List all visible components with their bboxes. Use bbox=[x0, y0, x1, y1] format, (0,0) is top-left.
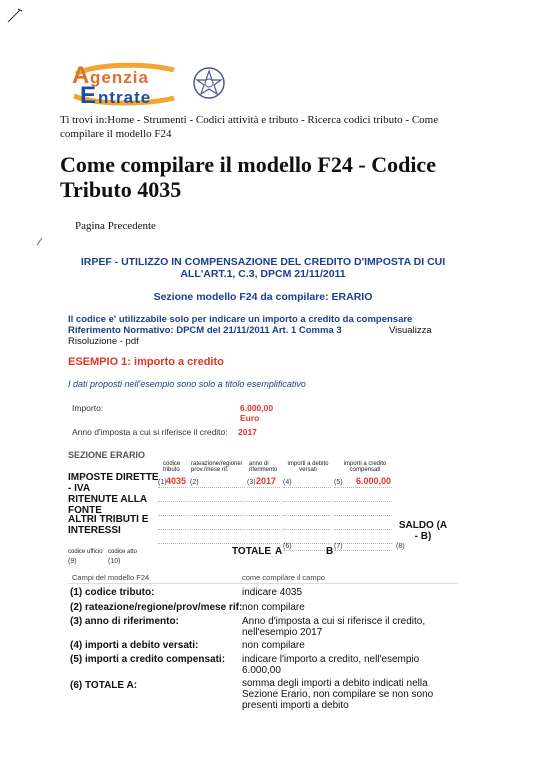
risoluzione-pdf-link[interactable]: Risoluzione - pdf bbox=[68, 336, 139, 347]
legend-header-rule bbox=[68, 583, 458, 584]
saldo-label: SALDO (A - B) bbox=[398, 520, 448, 542]
field-line-r3-anno bbox=[247, 502, 280, 516]
field-line-codice bbox=[158, 474, 188, 488]
field-line-r4-codice bbox=[158, 516, 188, 530]
anno-value: 2017 bbox=[238, 427, 257, 437]
field-number-8: (8) bbox=[396, 543, 405, 550]
field-line-r4-anno bbox=[247, 516, 280, 530]
codice-atto-label: codice atto bbox=[108, 549, 138, 555]
section-subtitle: Sezione modello F24 da compilare: ERARIO bbox=[153, 291, 373, 303]
legend-header-left: Campi del modello F24 bbox=[72, 573, 150, 582]
republic-emblem-icon bbox=[192, 66, 226, 100]
codice-ufficio-label: codice ufficio bbox=[68, 549, 103, 555]
importo-label: Importo: bbox=[72, 403, 104, 413]
visualizza-link[interactable]: Visualizza bbox=[389, 325, 432, 336]
logo-letter-e: E bbox=[80, 82, 97, 109]
header-debito: importi a debito versati bbox=[287, 461, 329, 473]
field-number-5: (5) bbox=[334, 479, 343, 486]
field-line-r2-codice bbox=[158, 488, 188, 502]
row-imposte-dirette: IMPOSTE DIRETTE - IVA bbox=[68, 472, 159, 494]
field-line-r2-credito bbox=[334, 488, 392, 502]
legend-row-5-field: (5) importi a credito compensati: bbox=[70, 654, 226, 665]
breadcrumb: Ti trovi in:Home - Strumenti - Codici attività e tributo - Ricerca codici tributo - Come compilare il modello F24 bbox=[60, 114, 439, 140]
field-line-r4-rateazione bbox=[190, 516, 245, 530]
anno-label: Anno d'imposta a cui si riferisce il credito: bbox=[72, 427, 228, 437]
legend-row-1-desc: indicare 4035 bbox=[242, 587, 303, 598]
field-number-3: (3) bbox=[247, 479, 256, 486]
legend-row-3-desc: Anno d'imposta a cui si riferisce il credito, nell'esempio 2017 bbox=[242, 616, 426, 638]
tax-code-heading-line2: ALL'ART.1, C.3, DPCM 21/11/2011 bbox=[180, 268, 346, 280]
header-anno: anno di riferimento bbox=[249, 461, 278, 473]
logo-line1: genzia bbox=[90, 68, 149, 87]
agency-logo[interactable] bbox=[70, 60, 230, 110]
legend-header-right: come compilare il campo bbox=[242, 573, 325, 582]
field-number-4: (4) bbox=[283, 479, 292, 486]
legend-row-6-field: (6) TOTALE A: bbox=[70, 680, 138, 691]
description-line1: Il codice e' utilizzabile solo per indicare un importo a credito da compensare bbox=[68, 314, 413, 325]
field-number-9: (9) bbox=[68, 558, 77, 565]
field-number-7: (7) bbox=[334, 543, 343, 550]
field-line-r4-debito bbox=[283, 516, 331, 530]
legend-row-1-field: (1) codice tributo: bbox=[70, 587, 155, 598]
legend-row-4-desc: non compilare bbox=[242, 640, 305, 651]
totale-label: TOTALE bbox=[232, 546, 272, 557]
field-line-rateazione bbox=[190, 474, 245, 488]
field-line-r2-debito bbox=[283, 488, 331, 502]
field-line-r3-credito bbox=[334, 502, 392, 516]
field-number-2: (2) bbox=[190, 479, 199, 486]
codice-tributo-value: 4035 bbox=[166, 476, 187, 486]
importo-unit: Euro bbox=[240, 413, 260, 423]
totale-a-letter: A bbox=[275, 546, 283, 557]
field-line-r2-anno bbox=[247, 488, 280, 502]
field-line-totale-a bbox=[283, 537, 331, 551]
example-note: I dati proposti nell'esempio sono solo a titolo esemplificativo bbox=[68, 379, 306, 389]
page-title-line2: Tributo 4035 bbox=[60, 177, 182, 202]
pen-mark-small bbox=[36, 236, 44, 246]
anno-riferimento-value: 2017 bbox=[256, 476, 277, 486]
logo-letter-a: A bbox=[72, 62, 90, 89]
importo-value: 6.000,00 bbox=[240, 403, 274, 413]
field-number-1: (1) bbox=[158, 479, 167, 486]
field-line-anno bbox=[247, 474, 280, 488]
field-line-r3-codice bbox=[158, 502, 188, 516]
row-altri-tributi: ALTRI TRIBUTI E INTERESSI bbox=[68, 514, 149, 536]
legend-row-5-desc: indicare l'importo a credito, nell'esempio 6.000,00 bbox=[242, 654, 420, 676]
field-line-totale-b bbox=[334, 537, 392, 551]
field-line-r3-rateazione bbox=[190, 502, 245, 516]
example-title: ESEMPIO 1: importo a credito bbox=[68, 356, 224, 368]
field-line-r4-credito bbox=[334, 516, 392, 530]
field-number-6: (6) bbox=[283, 543, 292, 550]
legend-row-4-field: (4) importi a debito versati: bbox=[70, 640, 199, 651]
header-codice-tributo: codice tributo bbox=[163, 461, 181, 473]
field-line-r3-debito bbox=[283, 502, 331, 516]
header-rateazione: rateazione/regione/ prov./mese rif. bbox=[191, 461, 243, 473]
field-line-r5-anno bbox=[247, 530, 280, 544]
header-credito: importi a credito compensati bbox=[343, 461, 387, 473]
pen-mark bbox=[6, 6, 26, 26]
field-line-debito bbox=[283, 474, 331, 488]
field-number-10: (10) bbox=[108, 558, 121, 565]
tax-code-heading-line1: IRPEF - UTILIZZO IN COMPENSAZIONE DEL CREDITO D'IMPOSTA DI CUI bbox=[80, 256, 446, 268]
legend-row-2-field: (2) rateazione/regione/prov/mese rif: bbox=[70, 602, 243, 613]
legend-row-2-desc: non compilare bbox=[242, 602, 305, 613]
totale-b-letter: B bbox=[326, 546, 334, 557]
field-line-r5-rateazione bbox=[190, 530, 245, 544]
f24-section-title: SEZIONE ERARIO bbox=[68, 450, 146, 460]
field-line-credito bbox=[334, 474, 392, 488]
description-line2: Riferimento Normativo: DPCM del 21/11/2011 Art. 1 Comma 3 bbox=[68, 325, 342, 336]
row-ritenute: RITENUTE ALLA FONTE bbox=[68, 494, 147, 516]
legend-row-3-field: (3) anno di riferimento: bbox=[70, 616, 179, 627]
field-line-r2-rateazione bbox=[190, 488, 245, 502]
legend-row-6-desc: somma degli importi a debito indicati nella Sezione Erario, non compilare se non sono presenti importi a debito bbox=[242, 678, 434, 711]
logo-line2: ntrate bbox=[98, 88, 152, 107]
importo-credito-value: 6.000,00 bbox=[356, 476, 392, 486]
page-title-line1: Come compilare il modello F24 - Codice bbox=[60, 152, 436, 177]
field-line-r5-codice bbox=[158, 530, 188, 544]
previous-page-link[interactable]: Pagina Precedente bbox=[75, 220, 156, 232]
